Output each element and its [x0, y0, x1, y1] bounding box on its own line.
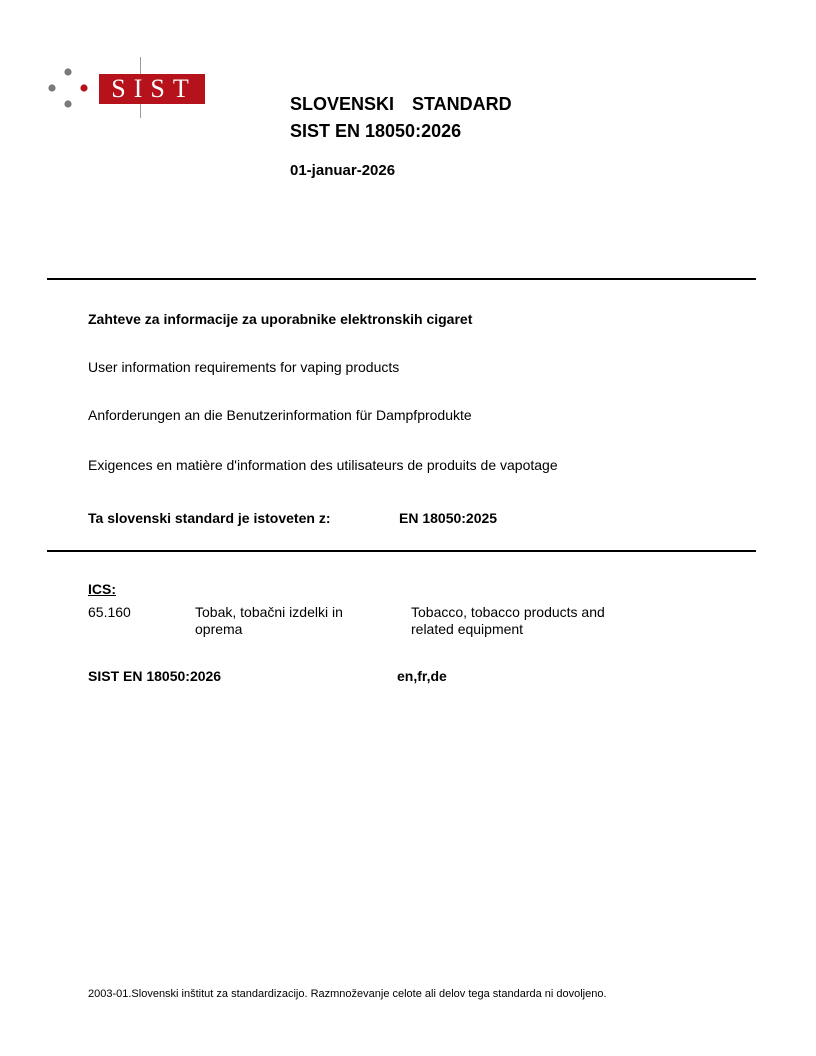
- standard-date: 01-januar-2026: [290, 162, 396, 179]
- ics-code: 65.160: [88, 604, 131, 620]
- title-german: Anforderungen an die Benutzerinformation für Dampfprodukte: [88, 407, 472, 423]
- copyright-footer: 2003-01.Slovenski inštitut za standardizacijo. Razmnoževanje celote ali delov tega standarda ni dovoljeno.: [88, 988, 607, 1000]
- identity-label: Ta slovenski standard je istoveten z:: [88, 510, 331, 526]
- title-french: Exigences en matière d'information des utilisateurs de produits de vapotage: [88, 457, 558, 473]
- ics-label: ICS:: [88, 581, 116, 597]
- reference-code: SIST EN 18050:2026: [88, 668, 222, 684]
- ics-description-sl: Tobak, tobačni izdelki in oprema: [195, 604, 343, 637]
- standard-number: SIST EN 18050:2026: [290, 121, 462, 141]
- standard-type: SLOVENSKI STANDARD: [290, 94, 512, 114]
- title-slovenian: Zahteve za informacije za uporabnike elektronskih cigaret: [88, 311, 473, 327]
- sist-logo-dots: [46, 66, 88, 110]
- title-english: User information requirements for vaping products: [88, 359, 400, 375]
- bottom-divider: [47, 550, 756, 552]
- reference-languages: en,fr,de: [397, 668, 447, 684]
- ics-description-en: Tobacco, tobacco products and related equipment: [411, 604, 605, 637]
- identity-value: EN 18050:2025: [399, 510, 498, 526]
- top-divider: [47, 278, 756, 280]
- sist-logo: SIST: [99, 74, 205, 104]
